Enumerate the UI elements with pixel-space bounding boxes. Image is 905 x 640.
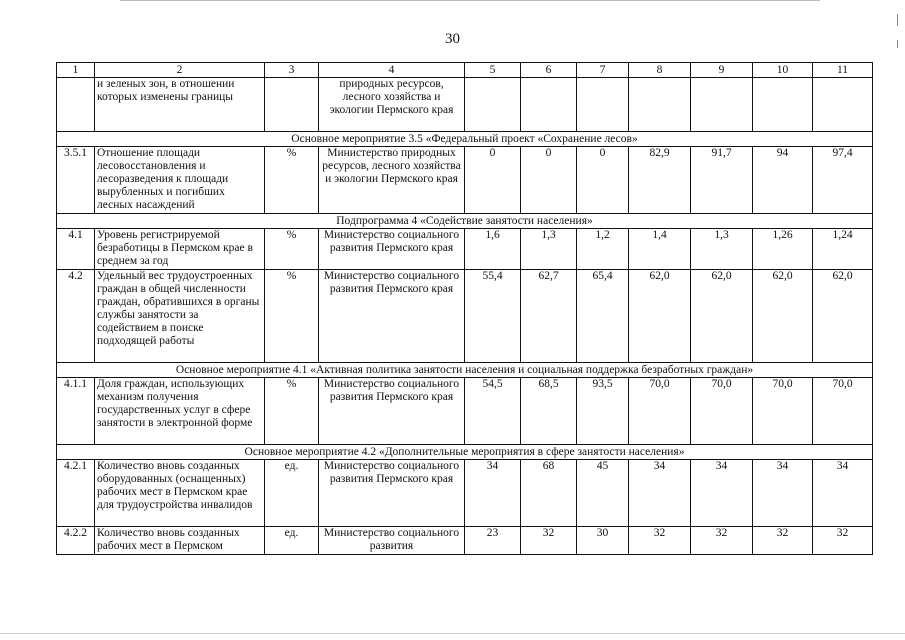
value-cell: 0 xyxy=(521,147,577,214)
responsible-cell: Министерство социального развития xyxy=(319,527,465,555)
value-cell xyxy=(465,78,521,132)
value-cell: 32 xyxy=(753,527,813,555)
value-cell xyxy=(691,78,753,132)
row-number-cell: 4.2 xyxy=(57,270,95,363)
value-cell: 32 xyxy=(629,527,691,555)
scan-top-rule xyxy=(120,0,820,1)
value-cell: 70,0 xyxy=(629,378,691,445)
row-number-cell: 4.1 xyxy=(57,229,95,270)
value-cell: 0 xyxy=(465,147,521,214)
value-cell xyxy=(813,78,873,132)
unit-cell: % xyxy=(265,229,319,270)
value-cell: 68,5 xyxy=(521,378,577,445)
value-cell: 32 xyxy=(813,527,873,555)
value-cell: 1,3 xyxy=(691,229,753,270)
table-row xyxy=(57,78,873,132)
section-row xyxy=(57,132,873,147)
indicator-cell: Количество вновь созданных оборудованных (оснащенных) рабочих мест в Пермском крае для трудоустройства инвалидов xyxy=(95,460,265,527)
table-row xyxy=(57,378,873,445)
unit-cell: % xyxy=(265,378,319,445)
value-cell: 62,0 xyxy=(753,270,813,363)
column-header: 3 xyxy=(265,63,319,78)
value-cell: 62,0 xyxy=(813,270,873,363)
column-header: 10 xyxy=(753,63,813,78)
value-cell: 34 xyxy=(465,460,521,527)
value-cell xyxy=(753,78,813,132)
table-header-row xyxy=(57,63,873,78)
value-cell: 93,5 xyxy=(577,378,629,445)
responsible-cell: Министерство социального развития Пермского края xyxy=(319,270,465,363)
value-cell: 32 xyxy=(691,527,753,555)
responsible-cell: природных ресурсов, лесного хозяйства и экологии Пермского края xyxy=(319,78,465,132)
responsible-cell: Министерство социального развития Пермского края xyxy=(319,229,465,270)
scan-bottom-rule xyxy=(0,633,905,634)
section-row xyxy=(57,363,873,378)
table-row xyxy=(57,147,873,214)
value-cell: 1,24 xyxy=(813,229,873,270)
value-cell: 1,4 xyxy=(629,229,691,270)
value-cell: 34 xyxy=(813,460,873,527)
section-row xyxy=(57,445,873,460)
table-row xyxy=(57,229,873,270)
column-header: 7 xyxy=(577,63,629,78)
value-cell: 34 xyxy=(691,460,753,527)
scan-edge-mark xyxy=(897,14,898,26)
value-cell xyxy=(629,78,691,132)
value-cell xyxy=(521,78,577,132)
value-cell: 1,6 xyxy=(465,229,521,270)
value-cell: 1,2 xyxy=(577,229,629,270)
value-cell: 55,4 xyxy=(465,270,521,363)
row-number-cell: 4.2.1 xyxy=(57,460,95,527)
table-row xyxy=(57,270,873,363)
value-cell: 23 xyxy=(465,527,521,555)
indicator-cell: и зеленых зон, в отношении которых изменены границы xyxy=(95,78,265,132)
row-number-cell: 3.5.1 xyxy=(57,147,95,214)
row-number-cell: 4.2.2 xyxy=(57,527,95,555)
value-cell: 1,26 xyxy=(753,229,813,270)
value-cell: 45 xyxy=(577,460,629,527)
unit-cell: ед. xyxy=(265,527,319,555)
column-header: 4 xyxy=(319,63,465,78)
indicator-cell: Уровень регистрируемой безработицы в Пермском крае в среднем за год xyxy=(95,229,265,270)
value-cell: 54,5 xyxy=(465,378,521,445)
responsible-cell: Министерство социального развития Пермского края xyxy=(319,378,465,445)
value-cell: 34 xyxy=(753,460,813,527)
section-title: Основное мероприятие 4.2 «Дополнительные мероприятия в сфере занятости населения» xyxy=(57,445,873,460)
indicator-cell: Доля граждан, использующих механизм получения государственных услуг в сфере занятости в электронной форме xyxy=(95,378,265,445)
value-cell: 62,0 xyxy=(691,270,753,363)
responsible-cell: Министерство природных ресурсов, лесного хозяйства и экологии Пермского края xyxy=(319,147,465,214)
value-cell: 62,7 xyxy=(521,270,577,363)
section-title: Подпрограмма 4 «Содействие занятости населения» xyxy=(57,214,873,229)
value-cell: 34 xyxy=(629,460,691,527)
section-title: Основное мероприятие 3.5 «Федеральный проект «Сохранение лесов» xyxy=(57,132,873,147)
indicator-cell: Удельный вес трудоустроенных граждан в общей численности граждан, обратившихся в органы службы занятости за содействием в поиске подходящей работы xyxy=(95,270,265,363)
row-number-cell: 4.1.1 xyxy=(57,378,95,445)
column-header: 8 xyxy=(629,63,691,78)
column-header: 5 xyxy=(465,63,521,78)
unit-cell xyxy=(265,78,319,132)
column-header: 9 xyxy=(691,63,753,78)
indicators-table xyxy=(56,62,873,555)
column-header: 1 xyxy=(57,63,95,78)
section-title: Основное мероприятие 4.1 «Активная политика занятости населения и социальная поддержка безработных граждан» xyxy=(57,363,873,378)
value-cell: 62,0 xyxy=(629,270,691,363)
value-cell: 97,4 xyxy=(813,147,873,214)
value-cell: 68 xyxy=(521,460,577,527)
value-cell: 65,4 xyxy=(577,270,629,363)
page-number: 30 xyxy=(445,31,460,47)
value-cell: 94 xyxy=(753,147,813,214)
row-number-cell xyxy=(57,78,95,132)
value-cell: 32 xyxy=(521,527,577,555)
value-cell: 82,9 xyxy=(629,147,691,214)
value-cell: 30 xyxy=(577,527,629,555)
column-header: 11 xyxy=(813,63,873,78)
value-cell: 70,0 xyxy=(753,378,813,445)
value-cell: 70,0 xyxy=(813,378,873,445)
table-row xyxy=(57,527,873,555)
value-cell xyxy=(577,78,629,132)
section-row xyxy=(57,214,873,229)
unit-cell: ед. xyxy=(265,460,319,527)
indicator-cell: Отношение площади лесовосстановления и лесоразведения к площади вырубленных и погибших лесных насаждений xyxy=(95,147,265,214)
column-header: 6 xyxy=(521,63,577,78)
value-cell: 91,7 xyxy=(691,147,753,214)
responsible-cell: Министерство социального развития Пермского края xyxy=(319,460,465,527)
unit-cell: % xyxy=(265,270,319,363)
unit-cell: % xyxy=(265,147,319,214)
table-row xyxy=(57,460,873,527)
column-header: 2 xyxy=(95,63,265,78)
value-cell: 0 xyxy=(577,147,629,214)
value-cell: 1,3 xyxy=(521,229,577,270)
value-cell: 70,0 xyxy=(691,378,753,445)
indicator-cell: Количество вновь созданных рабочих мест в Пермском xyxy=(95,527,265,555)
